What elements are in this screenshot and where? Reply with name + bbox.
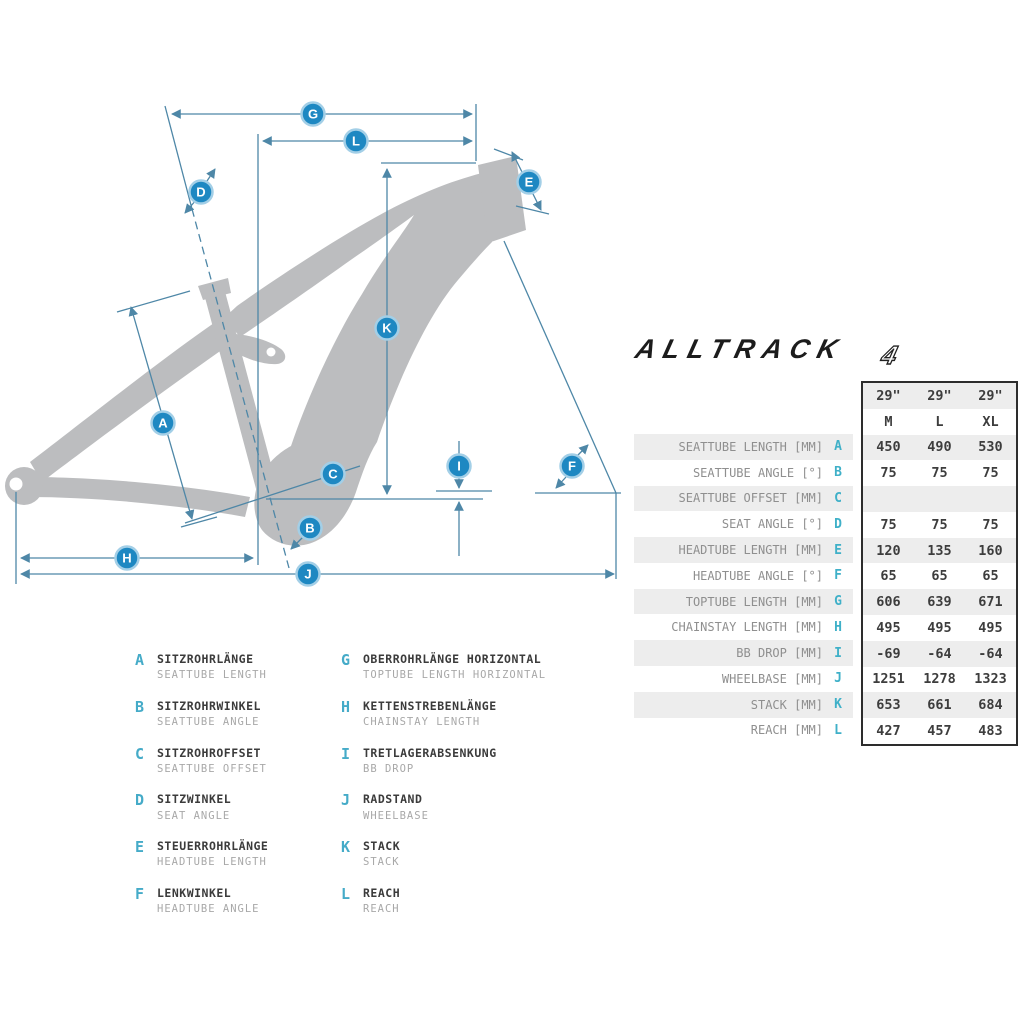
legend-english-label: SEAT ANGLE <box>157 809 231 822</box>
legend-english-label: CHAINSTAY LENGTH <box>363 716 481 729</box>
table-label-row <box>634 666 853 692</box>
table-row-letter: F <box>834 568 842 584</box>
dim-F-arrow-up <box>577 445 588 456</box>
legend-english-label: HEADTUBE ANGLE <box>157 903 260 916</box>
table-value-row <box>863 512 1016 538</box>
svg-text:E: E <box>524 174 534 190</box>
table-value-row <box>863 563 1016 589</box>
table-value-row <box>863 718 1016 744</box>
marker-I <box>448 455 471 478</box>
legend-english-label: SEATTUBE OFFSET <box>157 762 267 775</box>
legend-texts <box>363 699 497 728</box>
model-name: ALLTRACK <box>632 334 849 364</box>
legend-texts <box>363 886 400 915</box>
legend-letter: I <box>341 744 351 763</box>
legend-letter: C <box>135 744 145 763</box>
legend-item-I <box>341 746 621 793</box>
marker-F <box>561 455 584 478</box>
table-cell-value: 160 <box>978 542 1003 559</box>
marker-J <box>297 563 320 586</box>
table-value-row <box>863 435 1016 461</box>
table-cell-value: 120 <box>876 542 901 559</box>
table-row-letter: J <box>834 671 842 687</box>
table-cell-value: 495 <box>927 619 952 636</box>
legend-letter: K <box>341 838 351 857</box>
table-value-row <box>863 589 1016 615</box>
table-cell-value: -69 <box>876 645 901 662</box>
table-cell-value: 606 <box>876 594 901 611</box>
table-cell-value: 671 <box>978 594 1003 611</box>
table-value-row <box>863 692 1016 718</box>
table-row-letter: B <box>834 465 842 481</box>
legend-column-left <box>135 652 335 933</box>
table-row-letter: H <box>834 619 842 635</box>
legend-german-label: STEUERROHRLÄNGE <box>157 839 269 854</box>
legend-texts <box>363 652 546 681</box>
svg-text:I: I <box>457 458 461 474</box>
legend-english-label: SEATTUBE ANGLE <box>157 716 260 729</box>
legend-texts <box>157 652 267 681</box>
table-cell-value: 29" <box>927 387 952 404</box>
table-value-row <box>863 538 1016 564</box>
legend-texts <box>157 699 261 728</box>
table-cell-value: L <box>935 413 944 430</box>
svg-text:A: A <box>158 415 168 431</box>
legend-item-A <box>135 652 335 699</box>
table-row-label: REACH [MM] <box>750 723 823 738</box>
table-row-label: STACK [MM] <box>750 697 823 712</box>
dim-F-arrow-down <box>556 477 566 488</box>
legend-german-label: SITZROHRLÄNGE <box>157 652 254 666</box>
table-cell-value: 495 <box>978 619 1003 636</box>
legend-letter: A <box>135 651 145 669</box>
svg-text:B: B <box>305 520 315 536</box>
legend-letter: D <box>135 791 145 810</box>
table-row-label: HEADTUBE ANGLE [°] <box>692 568 823 583</box>
marker-L <box>345 130 368 153</box>
table-row-label: SEATTUBE OFFSET [MM] <box>678 491 823 506</box>
table-label-row <box>634 434 853 460</box>
table-label-row <box>634 563 853 589</box>
legend-english-label: HEADTUBE LENGTH <box>157 856 267 869</box>
legend-item-E <box>135 839 335 886</box>
table-cell-value: 75 <box>982 516 999 533</box>
table-cell-value: 29" <box>876 387 901 404</box>
table-row-label: SEATTUBE LENGTH [MM] <box>678 439 823 454</box>
table-label-row <box>634 589 853 615</box>
legend-item-J <box>341 792 621 839</box>
table-cell-value: 457 <box>927 723 952 740</box>
legend-texts <box>157 886 260 915</box>
table-cell-value: 65 <box>931 568 948 585</box>
table-row-label: TOPTUBE LENGTH [MM] <box>685 594 823 609</box>
svg-text:K: K <box>382 320 392 336</box>
legend-german-label: LENKWINKEL <box>157 885 232 900</box>
legend-german-label: RADSTAND <box>363 792 423 807</box>
table-label-row <box>634 614 853 640</box>
table-row-letter: E <box>834 542 842 558</box>
legend-letter: L <box>341 884 351 903</box>
table-row-label: BB DROP [MM] <box>736 646 823 661</box>
table-row-label: CHAINSTAY LENGTH [MM] <box>671 620 823 635</box>
legend-texts <box>157 746 267 775</box>
table-cell-value: 75 <box>982 465 999 482</box>
table-cell-value: 653 <box>876 697 901 714</box>
legend-english-label: WHEELBASE <box>363 809 429 822</box>
legend-texts <box>363 839 400 868</box>
table-value-row <box>863 460 1016 486</box>
table-cell-value: 65 <box>880 568 897 585</box>
table-row-letter: C <box>834 490 842 506</box>
table-label-row <box>634 692 853 718</box>
legend-letter: F <box>135 884 145 903</box>
legend-german-label: OBERROHRLÄNGE HORIZONTAL <box>363 652 542 666</box>
legend-letter: G <box>341 651 351 669</box>
geometry-table-values <box>861 381 1018 746</box>
table-value-row <box>863 486 1016 512</box>
marker-G <box>302 103 325 126</box>
table-label-row <box>634 640 853 666</box>
table-cell-value: 65 <box>982 568 999 585</box>
table-label-row <box>634 718 853 744</box>
table-cell-value: 483 <box>978 723 1003 740</box>
table-value-row <box>863 641 1016 667</box>
table-header-wheelsize <box>863 383 1016 409</box>
table-header-sizes <box>863 409 1016 435</box>
legend-letter: H <box>341 697 351 716</box>
legend-item-K <box>341 839 621 886</box>
svg-text:J: J <box>304 566 312 582</box>
marker-K <box>376 317 399 340</box>
table-label-row <box>634 511 853 537</box>
head-angle-line <box>504 241 616 493</box>
title-block <box>632 334 917 372</box>
legend-item-D <box>135 792 335 839</box>
table-value-row <box>863 667 1016 693</box>
seat-angle-line-solid <box>165 106 192 209</box>
legend-english-label: REACH <box>363 903 400 916</box>
table-row-label: WHEELBASE [MM] <box>721 671 823 686</box>
legend-texts <box>363 746 497 775</box>
table-cell-value: 75 <box>931 516 948 533</box>
table-cell-value: 495 <box>876 619 901 636</box>
table-row-letter: L <box>834 722 842 738</box>
legend-german-label: KETTENSTREBENLÄNGE <box>363 698 497 713</box>
legend-column-right <box>341 652 621 933</box>
legend-item-H <box>341 699 621 746</box>
legend-english-label: STACK <box>363 856 400 869</box>
marker-B <box>299 517 322 540</box>
table-cell-value: 75 <box>880 465 897 482</box>
legend-item-G <box>341 652 621 699</box>
table-row-label: SEATTUBE ANGLE [°] <box>692 465 823 480</box>
svg-text:D: D <box>196 184 206 200</box>
marker-A <box>152 412 175 435</box>
legend-letter: J <box>341 791 351 810</box>
table-cell-value: M <box>884 413 893 430</box>
table-cell-value: 530 <box>978 439 1003 456</box>
legend-letter: B <box>135 697 145 716</box>
table-cell-value: 1323 <box>974 671 1007 688</box>
marker-D <box>190 181 213 204</box>
legend-german-label: STACK <box>363 839 401 854</box>
table-cell-value: 135 <box>927 542 952 559</box>
legend-english-label: BB DROP <box>363 762 415 775</box>
table-cell-value: -64 <box>927 645 952 662</box>
table-row-letter: K <box>834 697 842 713</box>
table-cell-value: 75 <box>880 516 897 533</box>
table-row-letter: A <box>834 439 842 455</box>
legend-item-B <box>135 699 335 746</box>
svg-text:H: H <box>122 550 132 566</box>
legend-item-L <box>341 886 621 933</box>
table-cell-value: 29" <box>978 387 1003 404</box>
legend-german-label: SITZROHROFFSET <box>157 745 261 760</box>
legend-texts <box>363 792 429 821</box>
table-cell-value: 639 <box>927 594 952 611</box>
table-row-letter: D <box>834 516 842 532</box>
svg-text:L: L <box>352 133 360 149</box>
legend-german-label: SITZROHRWINKEL <box>157 698 261 713</box>
table-cell-value: 1278 <box>923 671 956 688</box>
marker-C <box>322 463 345 486</box>
table-label-row <box>634 537 853 563</box>
legend-item-C <box>135 746 335 793</box>
table-value-row <box>863 615 1016 641</box>
table-cell-value: 1251 <box>872 671 905 688</box>
table-cell-value: 75 <box>931 465 948 482</box>
table-cell-value: 427 <box>876 723 901 740</box>
bike-frame-silhouette <box>5 156 526 546</box>
marker-H <box>116 547 139 570</box>
svg-text:G: G <box>307 106 319 122</box>
legend-german-label: TRETLAGERABSENKUNG <box>363 745 497 760</box>
legend-texts <box>157 839 268 868</box>
model-number-badge <box>875 336 917 374</box>
legend-letter: E <box>135 838 145 857</box>
table-cell-value: 490 <box>927 439 952 456</box>
model-number: 4 <box>878 340 901 370</box>
table-cell-value: XL <box>982 413 999 430</box>
legend-item-F <box>135 886 335 933</box>
table-cell-value: 684 <box>978 697 1003 714</box>
table-cell-value: 450 <box>876 439 901 456</box>
marker-E <box>518 171 541 194</box>
legend-english-label: TOPTUBE LENGTH HORIZONTAL <box>363 669 547 682</box>
legend-english-label: SEATTUBE LENGTH <box>157 669 267 682</box>
table-row-label: SEAT ANGLE [°] <box>721 517 823 532</box>
dim-A-tick-top <box>117 291 190 312</box>
geometry-table-labels <box>634 434 853 743</box>
table-cell-value: -64 <box>978 645 1003 662</box>
table-label-row <box>634 460 853 486</box>
svg-text:C: C <box>328 466 338 482</box>
svg-text:F: F <box>568 458 576 474</box>
table-row-letter: I <box>834 645 842 661</box>
legend-texts <box>157 792 231 821</box>
table-cell-value: 661 <box>927 697 952 714</box>
table-row-label: HEADTUBE LENGTH [MM] <box>678 543 823 558</box>
legend-german-label: REACH <box>363 885 401 900</box>
legend-german-label: SITZWINKEL <box>157 792 232 807</box>
table-label-row <box>634 486 853 512</box>
table-row-letter: G <box>834 594 842 610</box>
